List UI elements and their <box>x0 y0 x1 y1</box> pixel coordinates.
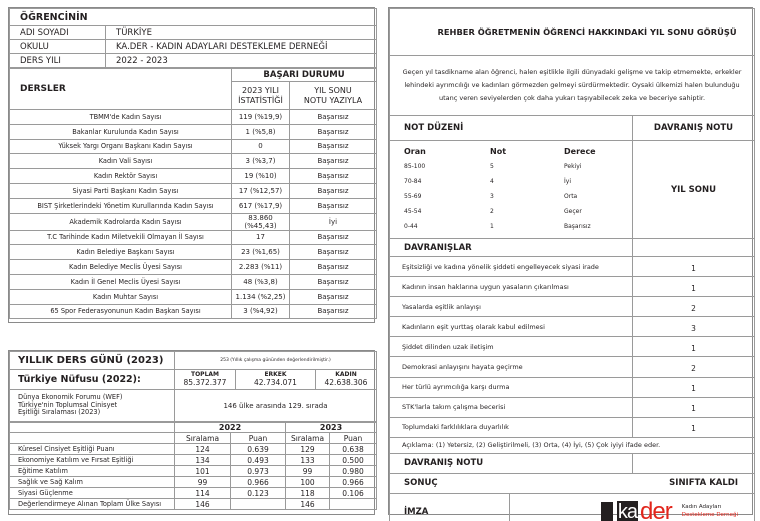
course-name: Kadın Belediye Meclis Üyesi Sayısı <box>10 260 232 275</box>
behavior-name: Toplumdaki farklılıklara duyarlılık <box>390 417 633 437</box>
behavior-row <box>390 417 755 437</box>
grade-range: 85-100 <box>404 163 426 170</box>
behavior-name: Şiddet dilinden uzak iletişim <box>390 337 633 357</box>
score-2023 <box>330 499 377 510</box>
behavior-grade-label: DAVRANIŞ NOTU <box>390 453 633 473</box>
grade-header-oran: Oran <box>404 147 426 156</box>
behavior-score: 1 <box>633 257 755 277</box>
rank-2022: 114 <box>175 488 231 499</box>
signature-label: İMZA <box>390 493 510 521</box>
course-stat: 19 (%10) <box>232 169 290 184</box>
student-info-table <box>9 8 377 68</box>
behavior-score: 1 <box>633 377 755 397</box>
behavior-row <box>390 297 755 317</box>
col-grade: YIL SONU NOTU YAZIYLA <box>290 82 377 110</box>
behavior-score: 2 <box>633 297 755 317</box>
grade-number: 5 <box>490 163 494 170</box>
course-stat: 17 <box>232 230 290 245</box>
behavior-grade-title: DAVRANIŞ NOTU <box>633 116 755 141</box>
student-header: ÖĞRENCİNİN <box>10 9 377 26</box>
gap-row <box>10 455 377 466</box>
course-stat: 3 (%4,92) <box>232 304 290 319</box>
course-grade: Başarısız <box>290 169 377 184</box>
teacher-opinion-panel <box>388 7 753 521</box>
gap-row <box>10 477 377 488</box>
course-name: Siyasi Parti Başkanı Kadın Sayısı <box>10 183 232 198</box>
wef-label: Dünya Ekonomik Forumu (WEF) Türkiye'nin Toplumsal Cinisyet Eşitliği Sıralaması (2023) <box>10 390 175 422</box>
behavior-row <box>390 337 755 357</box>
population-male: ERKEK 42.734.071 <box>236 370 316 390</box>
col-success: BAŞARI DURUMU <box>232 69 377 82</box>
course-stat: 48 (%3,8) <box>232 274 290 289</box>
gap-row <box>10 444 377 455</box>
course-grade: Başarısız <box>290 110 377 125</box>
rank-2023: 133 <box>286 455 330 466</box>
behavior-name: Her türlü ayrımcılığa karşı durma <box>390 377 633 397</box>
signature-table <box>389 493 755 521</box>
course-grade: Başarısız <box>290 260 377 275</box>
grade-range: 0-44 <box>404 223 418 230</box>
course-row <box>10 289 377 304</box>
score-2022: 0.973 <box>231 466 286 477</box>
behavior-name: Yasalarda eşitlik anlayışı <box>390 297 633 317</box>
rank-2022: 101 <box>175 466 231 477</box>
annual-note: 253 (Yıllık çalışma gününden değerlendirilmiştir.) <box>175 352 377 370</box>
course-name: Kadın Rektör Sayısı <box>10 169 232 184</box>
rank-2023: 118 <box>286 488 330 499</box>
course-stat: 3 (%3,7) <box>232 154 290 169</box>
course-grade: Başarısız <box>290 183 377 198</box>
score-2023: 0.500 <box>330 455 377 466</box>
behavior-grade-value <box>633 453 755 473</box>
course-row <box>10 198 377 213</box>
opinion-text: Geçen yıl tasdikname alan öğrenci, halen eşitlikle ilgili dünyadaki gelişme ve takip etmemekte, erkekler lehindeki ayrımcılığı ve kadınları görmezden gelmeyi sürdürmektedir. Oysaki ülkemizi halen bulunduğu utanç veren seviyelerden çok daha yukarı taşıyabilecek zeka ve beceriye sahiptir. <box>390 56 755 116</box>
gap-metric: Sağlık ve Sağ Kalım <box>10 477 175 488</box>
course-grade: Başarısız <box>290 289 377 304</box>
grade-number: 3 <box>490 193 494 200</box>
subcol-score: Puan <box>330 433 377 444</box>
gender-gap-panel <box>8 350 375 515</box>
subcol-score: Puan <box>231 433 286 444</box>
course-row <box>10 260 377 275</box>
grade-degree: Orta <box>564 193 578 200</box>
course-name: Kadın Belediye Başkanı Sayısı <box>10 245 232 260</box>
field-value-school: KA.DER - KADIN ADAYLARI DESTEKLEME DERNEĞİ <box>106 40 377 54</box>
course-name: Akademik Kadrolarda Kadın Sayısı <box>10 213 232 230</box>
col-stat: 2023 YILI İSTATİSTİĞİ <box>232 82 290 110</box>
score-2022: 0.493 <box>231 455 286 466</box>
course-row <box>10 154 377 169</box>
annual-table <box>9 351 377 422</box>
behavior-row <box>390 397 755 417</box>
gender-gap-table <box>9 422 377 510</box>
behavior-row <box>390 257 755 277</box>
course-row <box>10 124 377 139</box>
course-row <box>10 245 377 260</box>
course-row <box>10 169 377 184</box>
score-2023: 0.980 <box>330 466 377 477</box>
gap-row <box>10 499 377 510</box>
course-row <box>10 274 377 289</box>
grade-range: 45-54 <box>404 208 422 215</box>
course-name: Bakanlar Kurulunda Kadın Sayısı <box>10 124 232 139</box>
annual-title: YILLIK DERS GÜNÜ (2023) <box>10 352 175 370</box>
field-value-year: 2022 - 2023 <box>106 54 377 68</box>
gap-metric: Eğitime Katılım <box>10 466 175 477</box>
score-2022 <box>231 499 286 510</box>
logo-tagline: Kadın Adayları Destekleme Derneği <box>681 504 738 518</box>
population-title: Türkiye Nüfusu (2022): <box>10 370 175 390</box>
field-label: DERS YILI <box>10 54 106 68</box>
grade-degree: Geçer <box>564 208 582 215</box>
report-card-panel <box>8 7 375 323</box>
course-row <box>10 110 377 125</box>
wef-value: 146 ülke arasında 129. sırada <box>175 390 377 422</box>
course-grade: Başarısız <box>290 230 377 245</box>
behavior-row <box>390 357 755 377</box>
course-name: Kadın Muhtar Sayısı <box>10 289 232 304</box>
course-name: 65 Spor Federasyonunun Kadın Başkan Sayısı <box>10 304 232 319</box>
logo-block-icon <box>601 502 613 521</box>
score-2022: 0.639 <box>231 444 286 455</box>
course-name: Kadın Vali Sayısı <box>10 154 232 169</box>
subcol-rank: Sıralama <box>286 433 330 444</box>
grade-degree: Pekiyi <box>564 163 582 170</box>
course-name: Kadın İl Genel Meclis Üyesi Sayısı <box>10 274 232 289</box>
gap-row <box>10 466 377 477</box>
behavior-row <box>390 317 755 337</box>
behavior-name: Kadının insan haklarına uygun yasaların çıkarılması <box>390 277 633 297</box>
score-2022: 0.123 <box>231 488 286 499</box>
rank-2022: 134 <box>175 455 231 466</box>
grade-header-not: Not <box>490 147 507 156</box>
grade-number: 2 <box>490 208 494 215</box>
course-row <box>10 230 377 245</box>
behavior-score: 1 <box>633 397 755 417</box>
grade-range: 55-69 <box>404 193 422 200</box>
score-2023: 0.966 <box>330 477 377 488</box>
rank-2023: 99 <box>286 466 330 477</box>
behaviors-title: DAVRANIŞLAR <box>390 239 633 257</box>
grade-range: 70-84 <box>404 178 422 185</box>
course-stat: 617 (%17,9) <box>232 198 290 213</box>
grading-scale <box>390 141 633 239</box>
course-stat: 119 (%19,9) <box>232 110 290 125</box>
behavior-row <box>390 377 755 397</box>
grade-degree: İyi <box>564 178 571 185</box>
subcol-rank: Sıralama <box>175 433 231 444</box>
course-grade: Başarısız <box>290 139 377 154</box>
score-2023: 0.638 <box>330 444 377 455</box>
course-grade: Başarısız <box>290 274 377 289</box>
rank-2022: 124 <box>175 444 231 455</box>
behavior-name: STK'larla takım çalışma becerisi <box>390 397 633 417</box>
grade-number: 1 <box>490 223 494 230</box>
logo-ka: ka <box>617 500 638 521</box>
behavior-score: 1 <box>633 277 755 297</box>
population-total: TOPLAM 85.372.377 <box>175 370 236 390</box>
year-2022: 2022 <box>175 423 286 433</box>
course-grade: Başarısız <box>290 154 377 169</box>
course-grade: Başarısız <box>290 198 377 213</box>
result-value: SINIFTA KALDI <box>633 473 755 493</box>
behavior-name: Kadınların eşit yurttaş olarak kabul edilmesi <box>390 317 633 337</box>
grade-header-derece: Derece <box>564 147 596 156</box>
behavior-row <box>390 277 755 297</box>
behavior-name: Eşitsizliği ve kadına yönelik şiddeti engelleyecek siyasi irade <box>390 257 633 277</box>
signature-area <box>510 493 755 521</box>
course-grade: Başarısız <box>290 245 377 260</box>
behavior-score: 2 <box>633 357 755 377</box>
score-2022: 0.966 <box>231 477 286 488</box>
gap-metric: Değerlendirmeye Alınan Toplam Ülke Sayısı <box>10 499 175 510</box>
col-lessons: DERSLER <box>10 69 232 110</box>
behavior-score: 1 <box>633 417 755 437</box>
course-stat: 23 (%1,65) <box>232 245 290 260</box>
rank-2023: 129 <box>286 444 330 455</box>
opinion-title: REHBER ÖĞRETMENİN ÖĞRENCİ HAKKINDAKİ YIL SONU GÖRÜŞÜ <box>390 9 755 56</box>
course-grade: Başarısız <box>290 304 377 319</box>
courses-table <box>9 68 377 319</box>
field-value-name: TÜRKİYE <box>106 26 377 40</box>
course-row <box>10 183 377 198</box>
year-2023: 2023 <box>286 423 377 433</box>
behavior-name: Demokrasi anlayışını hayata geçirme <box>390 357 633 377</box>
course-grade: Başarısız <box>290 124 377 139</box>
behavior-score: 3 <box>633 317 755 337</box>
course-stat: 1.134 (%2,25) <box>232 289 290 304</box>
rank-2022: 146 <box>175 499 231 510</box>
rank-2022: 99 <box>175 477 231 488</box>
logo-der: der <box>640 497 672 521</box>
field-label: ADI SOYADI <box>10 26 106 40</box>
field-label: OKULU <box>10 40 106 54</box>
course-grade: İyi <box>290 213 377 230</box>
rank-2023: 100 <box>286 477 330 488</box>
population-female: KADIN 42.638.306 <box>316 370 377 390</box>
course-row <box>10 304 377 319</box>
result-label: SONUÇ <box>390 473 633 493</box>
course-name: Yüksek Yargı Organı Başkanı Kadın Sayısı <box>10 139 232 154</box>
grade-degree: Başarısız <box>564 223 591 230</box>
course-stat: 17 (%12,57) <box>232 183 290 198</box>
course-name: T.C Tarihinde Kadın Miletvekili Olmayan İl Sayısı <box>10 230 232 245</box>
course-stat: 0 <box>232 139 290 154</box>
score-2023: 0.106 <box>330 488 377 499</box>
year-end-label: YIL SONU <box>633 141 755 239</box>
course-row <box>10 139 377 154</box>
gap-metric: Siyasi Güçlenme <box>10 488 175 499</box>
course-name: BIST Şirketlerindeki Yönetim Kurullarında Kadın Sayısı <box>10 198 232 213</box>
kader-logo <box>510 497 754 521</box>
course-row <box>10 213 377 230</box>
course-stat: 83.860 (%45,43) <box>232 213 290 230</box>
rank-2023: 146 <box>286 499 330 510</box>
grade-number: 4 <box>490 178 494 185</box>
gap-metric: Ekonomiye Katılım ve Fırsat Eşitliği <box>10 455 175 466</box>
behaviors-table <box>389 238 755 494</box>
opinion-table <box>389 8 755 239</box>
gap-row <box>10 488 377 499</box>
behavior-score: 1 <box>633 337 755 357</box>
course-stat: 1 (%5,8) <box>232 124 290 139</box>
behaviors-legend: Açıklama: (1) Yetersiz, (2) Geliştirilmeli, (3) Orta, (4) İyi, (5) Çok iyiyi ifade eder. <box>390 437 755 453</box>
course-stat: 2.283 (%11) <box>232 260 290 275</box>
grading-title: NOT DÜZENİ <box>390 116 633 141</box>
course-name: TBMM'de Kadın Sayısı <box>10 110 232 125</box>
gap-metric: Küresel Cinsiyet Eşitliği Puanı <box>10 444 175 455</box>
